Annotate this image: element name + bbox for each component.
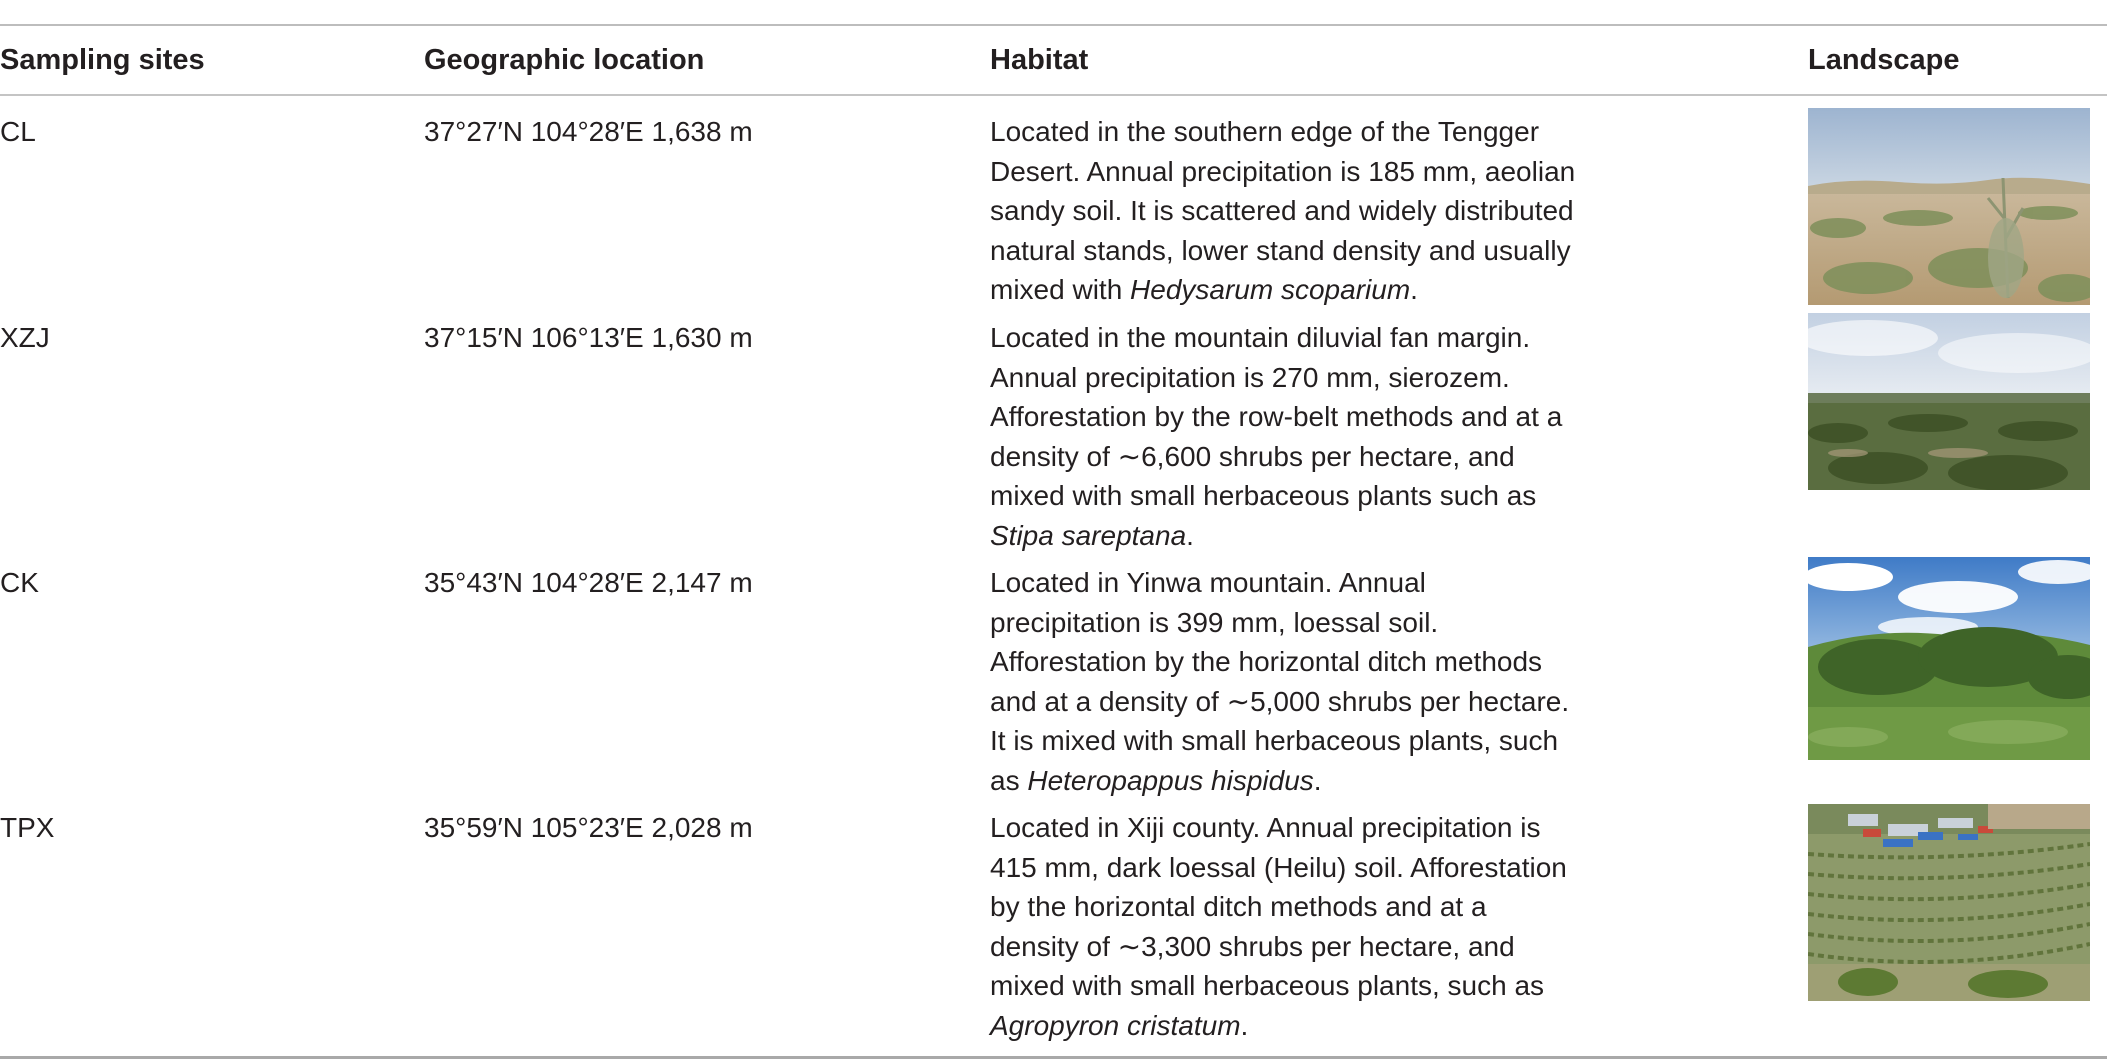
- species-name: Stipa sareptana: [990, 519, 1187, 551]
- row-ck-habitat: [990, 563, 1630, 800]
- species-name: Agropyron cristatum: [990, 1009, 1241, 1041]
- header-geographic-location: Geographic location: [424, 44, 705, 76]
- landscape-photo-xzj: [1808, 313, 2090, 490]
- row-cl-site: CL: [0, 116, 36, 147]
- row-ck-site: CK: [0, 567, 39, 598]
- habitat-line: mixed with small herbaceous plants such as: [990, 480, 1537, 511]
- landscape-photo-cl: [1808, 108, 2090, 305]
- habitat-line: density of ∼3,300 shrubs per hectare, and: [990, 930, 1515, 962]
- landscape-photo-ck: [1808, 557, 2090, 760]
- row-xzj-habitat: [990, 318, 1630, 555]
- row-cl-habitat: [990, 112, 1630, 310]
- habitat-line: by the horizontal ditch methods and at a: [990, 891, 1487, 922]
- habitat-line: 415 mm, dark loessal (Heilu) soil. Afforestation: [990, 851, 1567, 883]
- header-rule: [0, 94, 2107, 96]
- habitat-line-species: [990, 1006, 1630, 1046]
- row-ck-location: 35°43′N 104°28′E 2,147 m: [424, 567, 753, 598]
- habitat-text: as: [990, 764, 1028, 796]
- habitat-period: .: [1240, 1009, 1249, 1041]
- habitat-line: It is mixed with small herbaceous plants, such: [990, 725, 1559, 756]
- habitat-line: Located in Yinwa mountain. Annual: [990, 567, 1426, 598]
- row-xzj-site: XZJ: [0, 322, 50, 353]
- habitat-line: natural stands, lower stand density and usually: [990, 234, 1571, 266]
- habitat-line: sandy soil. It is scattered and widely distributed: [990, 195, 1574, 226]
- species-name: Hedysarum scoparium: [1130, 274, 1411, 305]
- habitat-line: Afforestation by the row-belt methods and at a: [990, 401, 1563, 432]
- habitat-line: Desert. Annual precipitation is 185 mm, aeolian: [990, 155, 1576, 187]
- habitat-line: Annual precipitation is 270 mm, sierozem.: [990, 361, 1510, 393]
- row-tpx-site: TPX: [0, 812, 55, 843]
- habitat-period: .: [1313, 764, 1322, 796]
- habitat-line: and at a density of ∼5,000 shrubs per hectare.: [990, 685, 1570, 717]
- header-landscape: Landscape: [1808, 44, 1960, 76]
- header-habitat: Habitat: [990, 44, 1089, 76]
- habitat-line: density of ∼6,600 shrubs per hectare, and: [990, 440, 1515, 472]
- habitat-line: Located in Xiji county. Annual precipitation is: [990, 812, 1541, 843]
- habitat-line: Located in the southern edge of the Tengger: [990, 116, 1540, 147]
- habitat-line: Located in the mountain diluvial fan margin.: [990, 322, 1531, 353]
- table-top-rule: [0, 24, 2107, 26]
- habitat-line: mixed with small herbaceous plants, such as: [990, 970, 1545, 1001]
- row-tpx-habitat: [990, 808, 1630, 1045]
- habitat-period: .: [1410, 274, 1418, 305]
- habitat-text: mixed with: [990, 274, 1131, 305]
- habitat-line: precipitation is 399 mm, loessal soil.: [990, 606, 1439, 638]
- row-cl-location: 37°27′N 104°28′E 1,638 m: [424, 116, 753, 147]
- species-name: Heteropappus hispidus: [1027, 764, 1314, 796]
- habitat-period: .: [1186, 519, 1194, 551]
- habitat-line-species: [990, 270, 1630, 310]
- landscape-photo-tpx: [1808, 804, 2090, 1001]
- habitat-line-species: [990, 516, 1630, 556]
- row-tpx-location: 35°59′N 105°23′E 2,028 m: [424, 812, 753, 843]
- habitat-line-species: [990, 761, 1630, 801]
- row-xzj-location: 37°15′N 106°13′E 1,630 m: [424, 322, 753, 353]
- habitat-line: Afforestation by the horizontal ditch methods: [990, 646, 1543, 677]
- header-sampling-sites: Sampling sites: [0, 44, 205, 76]
